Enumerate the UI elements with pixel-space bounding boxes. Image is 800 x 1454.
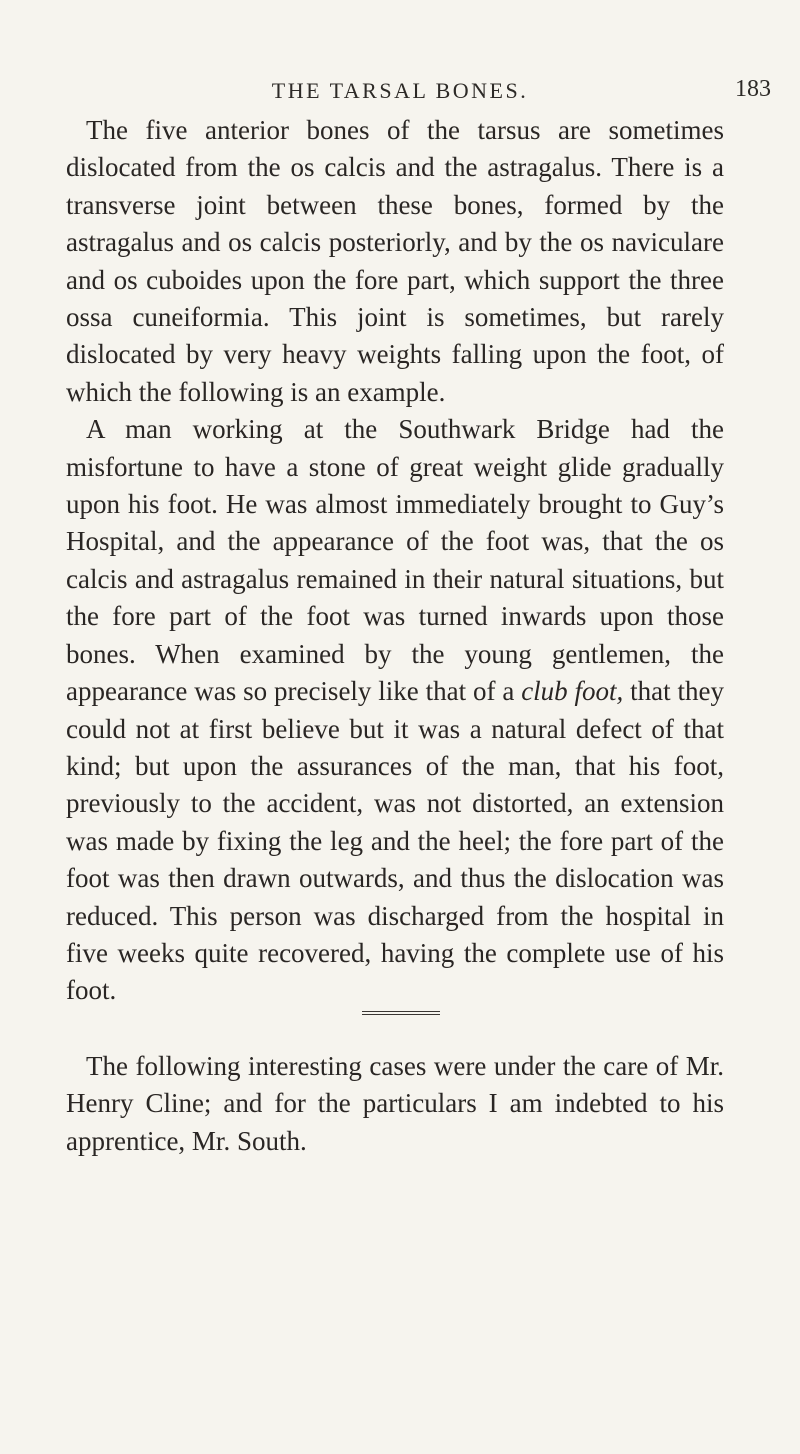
- section-divider: [362, 1011, 440, 1012]
- paragraph-text: A man working at the Southwark Bridge had the misfortune to have a stone of great weight glide gradually upon his foot. He was almost immediately brought to Guy’s Hospital, and the appearance of the foot was, that the os calcis and astragalus remained in their natural situations, but the fore part of the foot was turned inwards upon those bones. When examined by the young gentlemen, the appearance was so precisely like that of a: [66, 414, 724, 707]
- main-text: [66, 112, 724, 1010]
- page-number: 183: [735, 76, 771, 102]
- paragraph-text: that they could not at first believe but it was a natural defect of that kind; but upon the assurances of the man, that his foot, previously to the accident, was not distorted, an extension was made by fixing the leg and the heel; the fore part of the foot was then drawn outwards, and thus the dislocation was reduced. This person was discharged from the hospital in five weeks quite recovered, having the complete use of his foot.: [66, 676, 724, 1006]
- paragraph: The five anterior bones of the tarsus are sometimes dislocated from the os calcis and the astragalus. There is a transverse joint between these bones, formed by the astragalus and os calcis posteriorly, and by the os naviculare and os cuboides upon the fore part, which support the three ossa cuneiformia. This joint is sometimes, but rarely dislocated by very heavy weights falling upon the foot, of which the following is an example.: [66, 115, 724, 407]
- italic-term: club foot,: [521, 676, 624, 707]
- paragraph: [66, 411, 724, 1010]
- closing-text: [66, 1048, 724, 1160]
- paragraph: The following interesting cases were under the care of Mr. Henry Cline; and for the particulars I am indebted to his apprentice, Mr. South.: [66, 1051, 724, 1156]
- running-head: THE TARSAL BONES.: [271, 78, 529, 103]
